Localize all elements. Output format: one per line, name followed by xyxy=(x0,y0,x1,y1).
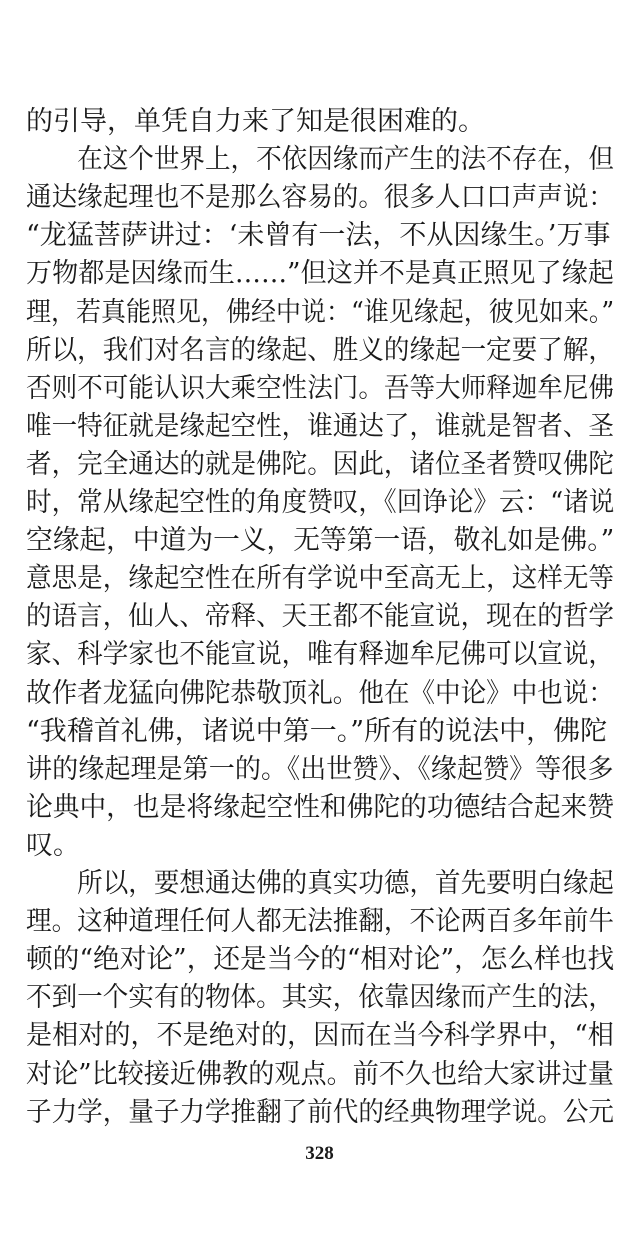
text-line: 是相对的，不是绝对的，因而在当今科学界中，“相 xyxy=(26,1020,614,1052)
text-line: 子力学，量子力学推翻了前代的经典物理学说。公元 xyxy=(26,1096,614,1128)
text-line: 讲的缘起理是第一的。《出世赞》、《缘起赞》等很多 xyxy=(26,753,614,785)
text-line: 否则不可能认识大乘空性法门。吾等大师释迦牟尼佛 xyxy=(26,372,614,404)
text-line: 理，若真能照见，佛经中说：“谁见缘起，彼见如来。” xyxy=(26,296,615,328)
text-line: 空缘起，中道为一义，无等第一语，敬礼如是佛。” xyxy=(26,525,615,557)
text-line: 家、科学家也不能宣说，唯有释迦牟尼佛可以宣说， xyxy=(26,639,614,671)
text-line: 通达缘起理也不是那么容易的。很多人口口声声说： xyxy=(26,182,614,214)
text-line: 顿的“绝对论”，还是当今的“相对论”，怎么样也找 xyxy=(26,944,615,976)
text-line: 论典中，也是将缘起空性和佛陀的功德结合起来赞 xyxy=(26,791,614,823)
text-line: 万物都是因缘而生……”但这并不是真正照见了缘起 xyxy=(26,258,614,290)
text-line: 时，常从缘起空性的角度赞叹，《回诤论》云：“诸说 xyxy=(26,487,615,518)
text-line: 的语言，仙人、帝释、天王都不能宣说，现在的哲学 xyxy=(26,601,614,633)
text-line: “龙猛菩萨讲过：‘未曾有一法，不从因缘生。’万事 xyxy=(26,220,611,252)
text-line: 的引导，单凭自力来了知是很困难的。 xyxy=(26,106,485,137)
text-line: “我稽首礼佛，诸说中第一。”所有的说法中，佛陀 xyxy=(26,715,608,747)
text-line: 唯一特征就是缘起空性，谁通达了，谁就是智者、圣 xyxy=(26,410,614,442)
text-line: 所以，要想通达佛的真实功德，首先要明白缘起 xyxy=(26,868,614,899)
text-line: 不到一个实有的物体。其实，依靠因缘而产生的法， xyxy=(26,982,614,1014)
text-line: 叹。 xyxy=(26,829,80,861)
page-number: 328 xyxy=(305,1143,334,1164)
text-line: 在这个世界上，不依因缘而产生的法不存在，但 xyxy=(26,144,614,176)
text-line: 故作者龙猛向佛陀恭敬顶礼。他在《中论》中也说： xyxy=(26,677,614,709)
text-line: 所以，我们对名言的缘起、胜义的缘起一定要了解， xyxy=(26,334,614,366)
text-line: 理。这种道理任何人都无法推翻，不论两百多年前牛 xyxy=(26,906,614,938)
text-line: 者，完全通达的就是佛陀。因此，诸位圣者赞叹佛陀 xyxy=(26,448,614,480)
text-line: 意思是，缘起空性在所有学说中至高无上，这样无等 xyxy=(26,563,614,595)
text-line: 对论”比较接近佛教的观点。前不久也给大家讲过量 xyxy=(26,1058,614,1090)
